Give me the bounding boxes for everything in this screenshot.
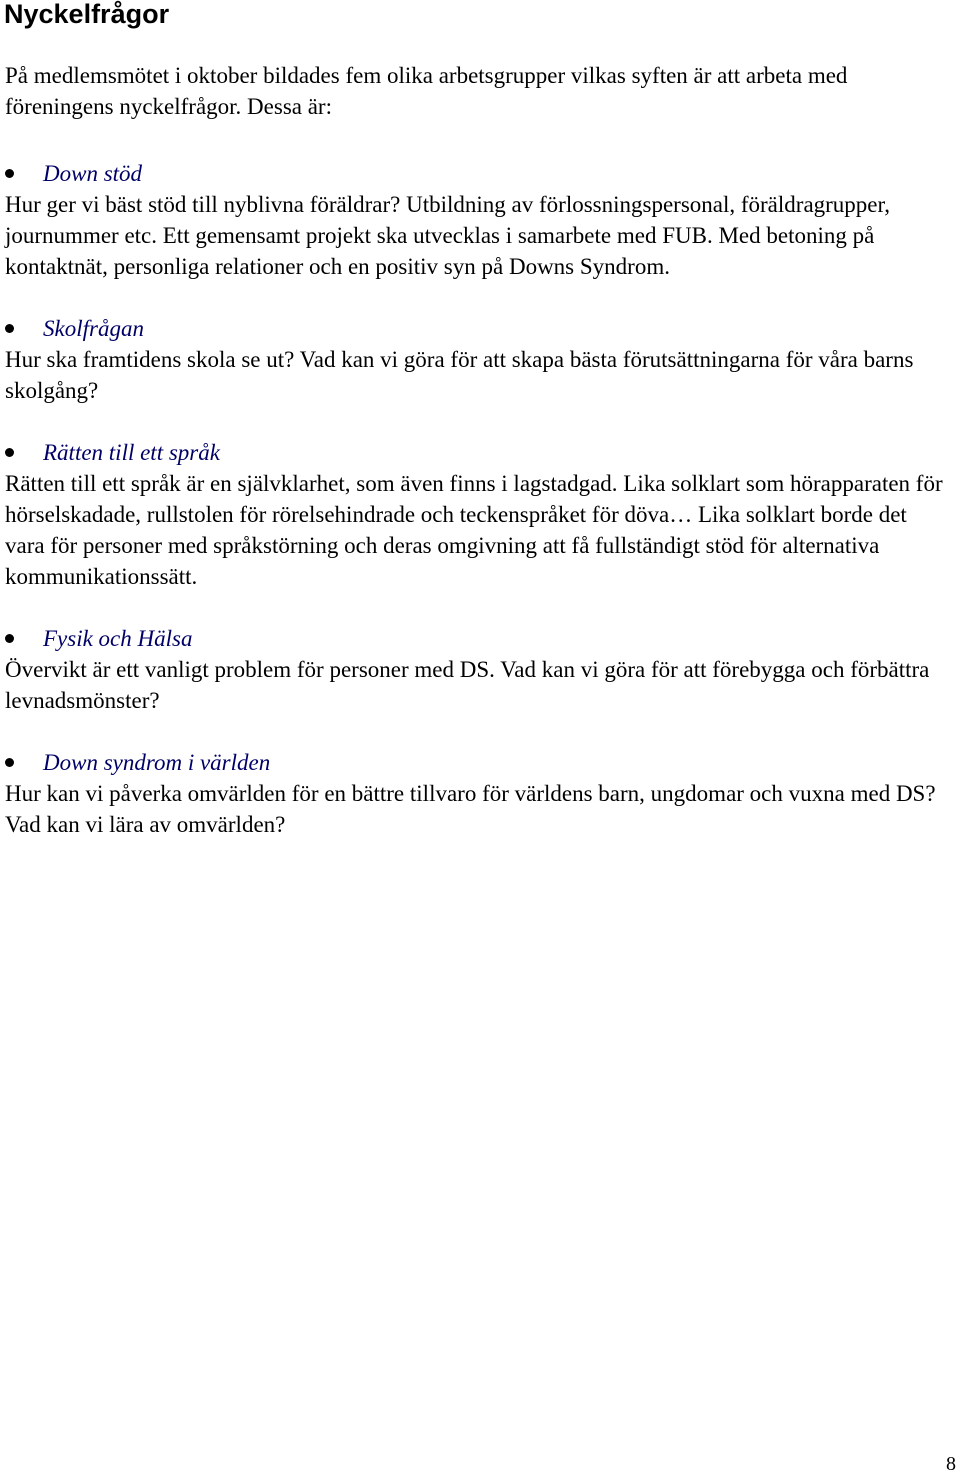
topic-title-text: Down syndrom i världen	[43, 750, 271, 775]
topic-list	[5, 158, 950, 871]
page-title: Nyckelfrågor	[4, 0, 170, 29]
list-item-fysik-och-halsa	[5, 623, 950, 716]
page-number: 8	[946, 1453, 956, 1475]
topic-body: Rätten till ett språk är en självklarhet, som även finns i lagstadgad. Lika solklart som hörapparaten för hörselskadade, rullstolen för rörelsehindrade och teckenspråket för döva… Lika solklart borde det vara för personer med språkstörning och deras omgivning att få fullständigt stöd för alternativa kommunikationssätt.	[5, 471, 943, 589]
list-item-skolfragan	[5, 313, 950, 406]
bullet-icon	[5, 448, 14, 457]
topic-title-text: Rätten till ett språk	[43, 440, 220, 465]
topic-title-text: Down stöd	[43, 161, 143, 186]
topic-heading	[5, 747, 950, 778]
list-item-down-stod	[5, 158, 950, 282]
bullet-icon	[5, 324, 14, 333]
topic-body: Hur ska framtidens skola se ut? Vad kan vi göra för att skapa bästa förutsättningarna för våra barns skolgång?	[5, 347, 914, 403]
topic-heading	[5, 313, 950, 344]
topic-heading	[5, 158, 950, 189]
topic-heading	[5, 437, 950, 468]
topic-body: Hur kan vi påverka omvärlden för en bättre tillvaro för världens barn, ungdomar och vuxna med DS? Vad kan vi lära av omvärlden?	[5, 781, 936, 837]
topic-body: Övervikt är ett vanligt problem för personer med DS. Vad kan vi göra för att förebygga och förbättra levnadsmönster?	[5, 657, 930, 713]
bullet-icon	[5, 634, 14, 643]
bullet-icon	[5, 758, 14, 767]
topic-title-text: Fysik och Hälsa	[43, 626, 193, 651]
list-item-ratten-till-ett-sprak	[5, 437, 950, 592]
list-item-down-syndrom-i-varlden	[5, 747, 950, 840]
topic-title-text: Skolfrågan	[43, 316, 144, 341]
topic-body: Hur ger vi bäst stöd till nyblivna föräldrar? Utbildning av förlossningspersonal, föräldragrupper, journummer etc. Ett gemensamt projekt ska utvecklas i samarbete med FUB. Med betoning på kontaktnät, personliga relationer och en positiv syn på Downs Syndrom.	[5, 192, 891, 279]
topic-heading	[5, 623, 950, 654]
intro-paragraph: På medlemsmötet i oktober bildades fem olika arbetsgrupper vilkas syften är att arbeta med föreningens nyckelfrågor. Dessa är:	[5, 63, 848, 119]
bullet-icon	[5, 169, 14, 178]
